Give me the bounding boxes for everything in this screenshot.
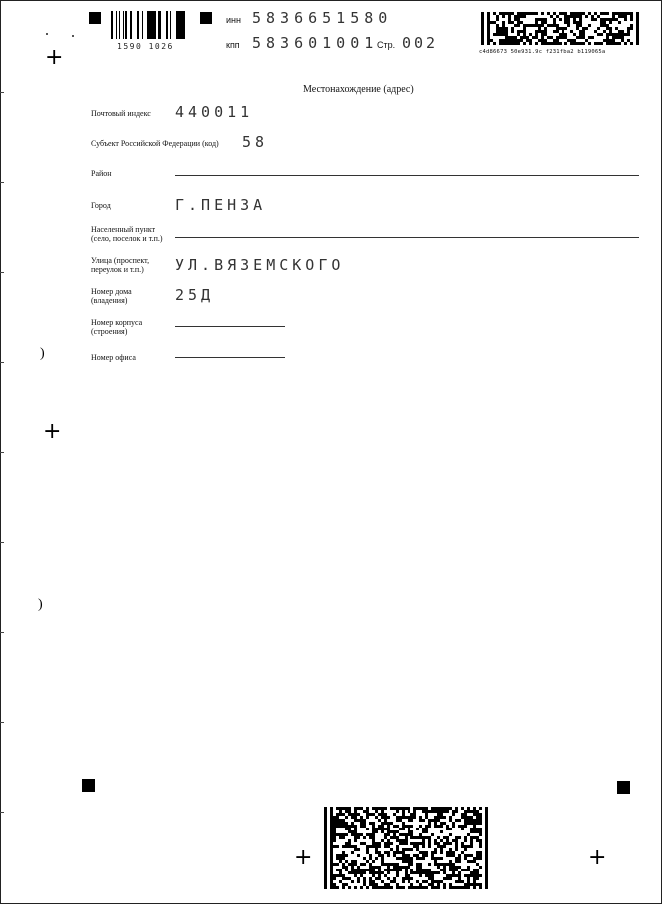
alignment-marker <box>82 779 95 792</box>
section-title: Местонахождение (адрес) <box>303 84 414 95</box>
edge-tick <box>0 722 4 723</box>
district-line <box>175 175 639 176</box>
building-label: Номер корпуса (строения) <box>91 318 143 336</box>
region-value: 58 <box>242 133 269 151</box>
edge-tick <box>0 452 4 453</box>
street-value: УЛ.ВЯЗЕМСКОГО <box>175 256 345 274</box>
barcode-bar <box>189 11 190 39</box>
registration-cross: + <box>294 845 313 870</box>
matrix-cell <box>639 42 642 45</box>
postal-code-value: 440011 <box>175 103 254 121</box>
kpp-value: 583601001 <box>252 34 379 52</box>
page-matrix-code <box>481 12 642 45</box>
edge-tick <box>0 542 4 543</box>
registration-cross: + <box>45 45 64 70</box>
city-label: Город <box>91 201 111 210</box>
bottom-matrix-code <box>324 807 491 889</box>
edge-tick <box>0 92 4 93</box>
edge-tick <box>0 182 4 183</box>
alignment-marker <box>617 781 630 794</box>
page-barcode <box>111 11 190 39</box>
inn-label: инн <box>226 15 241 25</box>
edge-tick <box>0 812 4 813</box>
punch-hole-mark: ) <box>38 597 43 612</box>
building-line <box>175 326 285 327</box>
settlement-line <box>175 237 639 238</box>
edge-tick <box>0 632 4 633</box>
edge-tick <box>0 362 4 363</box>
district-label: Район <box>91 169 112 178</box>
edge-tick <box>0 272 4 273</box>
punch-hole-mark: ) <box>40 346 45 361</box>
inn-value: 5836651580 <box>252 9 393 27</box>
barcode-number: 1590 1026 <box>117 42 174 51</box>
street-label: Улица (проспект, переулок и т.п.) <box>91 256 150 274</box>
house-label: Номер дома (владения) <box>91 287 132 305</box>
region-label: Субъект Российской Федерации (код) <box>91 139 219 148</box>
page-label: Стр. <box>377 40 396 50</box>
kpp-label: кпп <box>226 40 240 50</box>
settlement-label: Населенный пункт (село, поселок и т.п.) <box>91 225 163 243</box>
office-line <box>175 357 285 358</box>
city-value: Г.ПЕНЗА <box>175 196 267 214</box>
office-label: Номер офиса <box>91 353 136 362</box>
alignment-marker <box>89 12 101 24</box>
matrix-cell <box>488 886 491 889</box>
alignment-marker <box>200 12 212 24</box>
registration-cross: + <box>43 419 62 444</box>
page-number: 002 <box>402 34 439 52</box>
postal-code-label: Почтовый индекс <box>91 109 151 118</box>
house-value: 25Д <box>175 286 215 304</box>
scan-speck <box>46 33 48 35</box>
scan-speck <box>72 35 74 37</box>
registration-cross: + <box>588 845 607 870</box>
matrix-code-text: c4d86673 50e931.9c f231fba2 b119065a <box>479 49 606 55</box>
